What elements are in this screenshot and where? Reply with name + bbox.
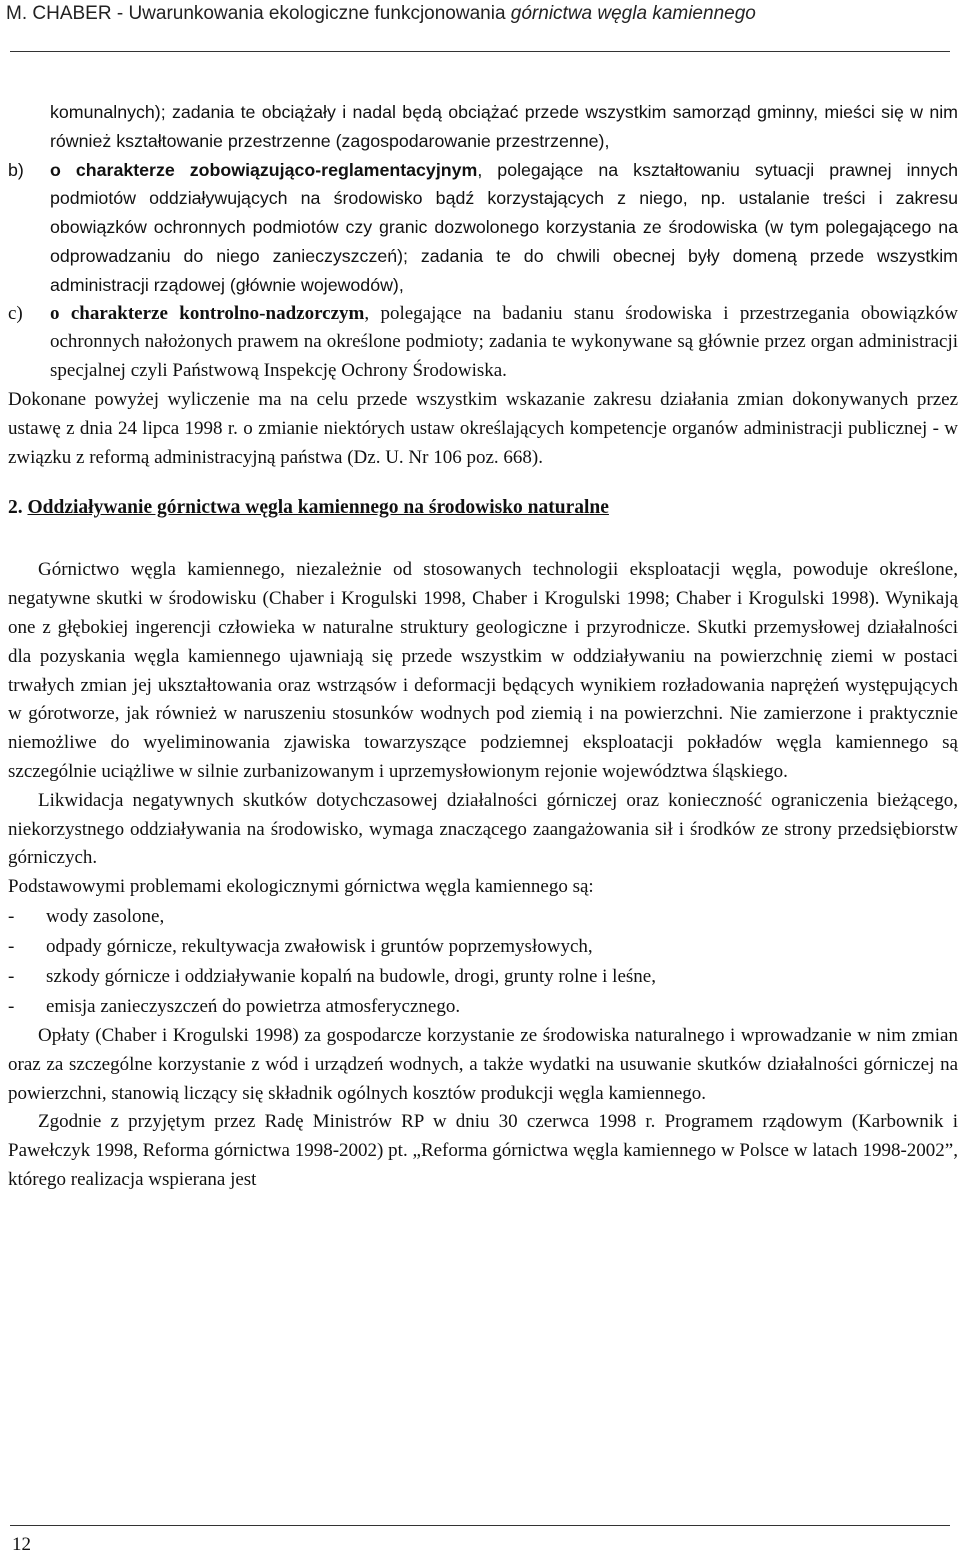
section-heading: [8, 494, 958, 522]
list-item-c: [8, 300, 958, 386]
list-item: [8, 932, 958, 962]
list-item: [8, 962, 958, 992]
list-dash: -: [8, 905, 15, 927]
list-item-text: odpady górnicze, rekultywacja zwałowisk i gruntów poprzemysłowych,: [46, 935, 593, 957]
list-dash: -: [8, 995, 15, 1017]
list-marker-c: c): [8, 302, 23, 324]
header-divider: [10, 51, 950, 52]
paragraph-dokonane: Dokonane powyżej wyliczenie ma na celu przede wszystkim wskazanie zakresu działania zmian dokonywanych przez ustawę z dnia 24 lipca 1998 r. o zmianie niektórych ustaw określających kompetencje organów administracji publicznej - w związku z reformą administracyjną państwa (Dz. U. Nr 106 poz. 668).: [8, 388, 958, 468]
section-number: 2.: [8, 497, 28, 519]
list-marker-b: b): [8, 159, 24, 180]
list-dash: -: [8, 935, 15, 957]
continuation-text: komunalnych); zadania te obciążały i nadal będą obciążać przede wszystkim samorząd gminny, mieści się w nim również kształtowanie przestrzenne (zagospodarowanie przestrzenne),: [50, 102, 958, 151]
item-b-text: , polegające na kształtowaniu sytuacji prawnej innych podmiotów oddziaływujących na środowisko bądź korzystających z niego, np. ustalanie treści i zakresu obowiązków ochronnych podmiotów czy granic dozwolonego korzystania ze środowiska (w tym polegającego na odprowadzaniu do niego zanieczyszczeń); zadania te do chwili obecnej były domeną przede wszystkim administracji rządowej (głównie wojewodów),: [50, 159, 958, 295]
list-item-text: emisja zanieczyszczeń do powietrza atmosferycznego.: [46, 995, 461, 1017]
list-dash: -: [8, 965, 15, 987]
running-header: [6, 3, 954, 25]
page-body: [8, 98, 958, 1195]
item-c-bold: o charakterze kontrolno-nadzorczym: [50, 302, 365, 324]
item-c-text: , polegające na badaniu stanu środowiska i przestrzegania obowiązków ochronnych nałożonych prawem na określone podmioty; zadania te wykonywane są głównie przez organ administracji specjalnej czyli Państwową Inspekcję Ochrony Środowiska.: [50, 302, 958, 382]
page-number: 12: [12, 1534, 31, 1555]
continuation-paragraph: [8, 98, 958, 156]
header-author-title: M. CHABER - Uwarunkowania ekologiczne funkcjonowania: [6, 3, 511, 24]
paragraph-likwidacja: Likwidacja negatywnych skutków dotychczasowej działalności górniczej oraz konieczność ograniczenia bieżącego, niekorzystnego oddziaływania na środowisko, wymaga znaczącego zaangażowania sił i środków ze strony przedsiębiorstw górniczych.: [8, 789, 958, 869]
list-item-b: [8, 156, 958, 300]
header-title-italic: górnictwa węgla kamiennego: [510, 3, 756, 24]
footer-divider: [10, 1525, 950, 1526]
paragraph-zgodnie: Zgodnie z przyjętym przez Radę Ministrów RP w dniu 30 czerwca 1998 r. Programem rządowym (Karbownik i Pawełczyk 1998, Reforma górnictwa 1998-2002) pt. „Reforma górnictwa węgla kamiennego w Polsce w latach 1998-2002”, którego realizacja wspierana jest: [8, 1111, 958, 1190]
list-item: [8, 902, 958, 932]
paragraph-oplaty: Opłaty (Chaber i Krogulski 1998) za gospodarcze korzystanie ze środowiska naturalnego i wprowadzanie w nim zmian oraz za szczególne korzystanie z wód i urządzeń wodnych, a także wydatki na usuwanie skutków działalności górniczej na powierzchni, stanowią liczący się składnik ogólnych kosztów produkcji węgla kamiennego.: [8, 1024, 958, 1104]
list-item-text: wody zasolone,: [46, 905, 165, 927]
section-title: Oddziaływanie górnictwa węgla kamiennego na środowisko naturalne: [27, 497, 609, 519]
item-b-bold: o charakterze zobowiązująco-reglamentacyjnym: [50, 159, 478, 180]
problems-list: [8, 902, 958, 1022]
paragraph-gornictwo: Górnictwo węgla kamiennego, niezależnie od stosowanych technologii eksploatacji węgla, powoduje określone, negatywne skutki w środowisku (Chaber i Krogulski 1998, Chaber i Krogulski 1998; Chaber i Krogulski 1998). Wynikają one z głębokiej ingerencji człowieka w naturalne struktury geologiczne i przyrodnicze. Skutki przemysłowej działalności dla pozyskania węgla kamiennego ujawniają się przede wszystkim w oddziaływaniu na powierzchnię ziemi w postaci trwałych zmian jej ukształtowania oraz wstrząsów i deformacji będących wynikiem rozładowania naprężeń występujących w górotworze, jak również w naruszeniu stosunków wodnych pod ziemią i na powierzchni. Nie zamierzone i praktycznie niemożliwe do wyeliminowania zjawiska towarzyszące podziemnej eksploatacji pokładów węgla kamiennego są szczególnie uciążliwe w silnie zurbanizowanym i uprzemysłowionym rejonie województwa śląskiego.: [8, 559, 958, 782]
list-item-text: szkody górnicze i oddziaływanie kopalń na budowle, drogi, grunty rolne i leśne,: [46, 965, 656, 987]
paragraph-podstawowymi: Podstawowymi problemami ekologicznymi górnictwa węgla kamiennego są:: [8, 876, 594, 898]
list-item: [8, 992, 958, 1022]
